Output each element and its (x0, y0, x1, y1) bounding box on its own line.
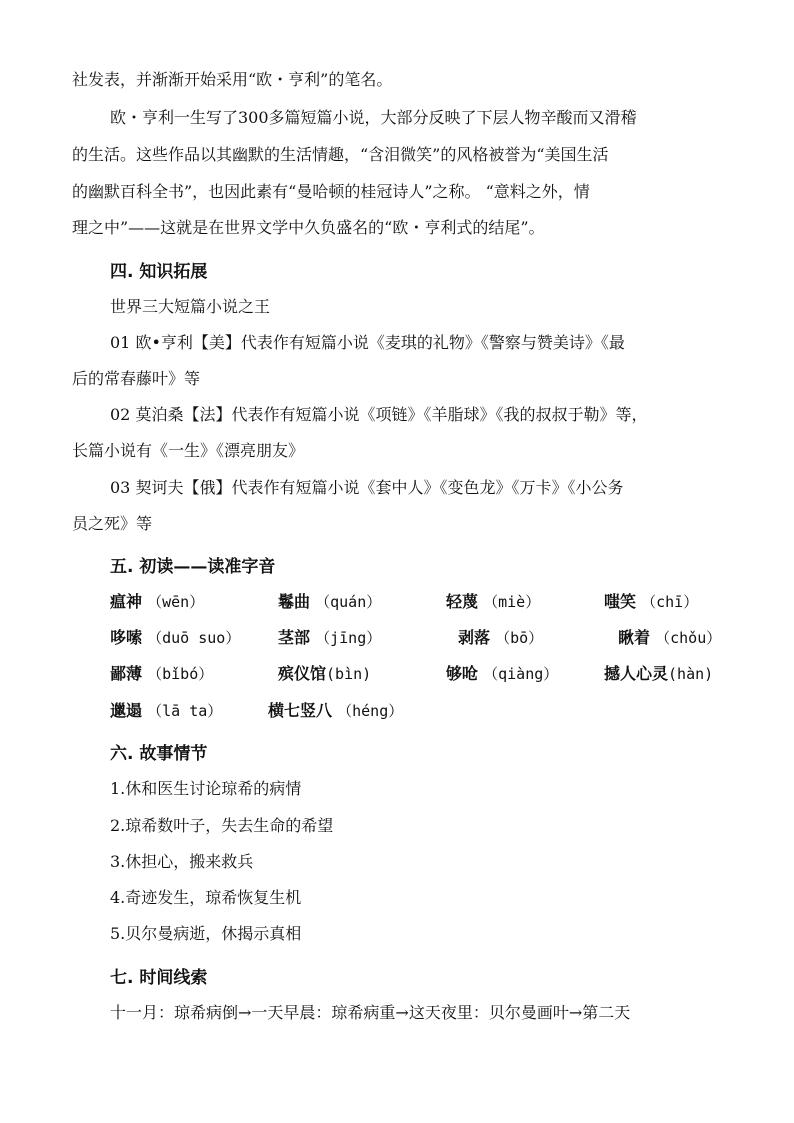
pron-pinyin: （quán） (315, 593, 382, 611)
pron-pinyin: （bǐbó） (147, 665, 214, 683)
intro-para2-line-4: 理之中”——这就是在世界文学中久负盛名的“欧・亨利式的结尾”。 (72, 218, 545, 237)
section-4-subtitle: 世界三大短篇小说之王 (110, 297, 271, 316)
timeline-line: 十一月：琼希病倒→一天早晨：琼希病重→这天夜里：贝尔曼画叶→第二天 (110, 1003, 631, 1022)
plot-item-3: 3.休担心，搬来救兵 (110, 852, 254, 871)
pronunciation-item (446, 592, 540, 612)
pron-pinyin: (hàn) (668, 665, 714, 683)
pron-word: 够呛 (446, 664, 479, 683)
pronunciation-item (110, 628, 240, 648)
pron-word: 轻蔑 (446, 592, 479, 611)
intro-para2-line-1: 欧・亨利一生写了300多篇短篇小说，大部分反映了下层人物辛酸而又滑稽 (110, 108, 637, 127)
pronunciation-item (278, 592, 381, 612)
intro-line-1: 社发表，并渐渐开始采用“欧・亨利”的笔名。 (72, 70, 393, 89)
author-item-1-line-1: 01 欧•亨利【美】代表作有短篇小说《麦琪的礼物》《警察与赞美诗》《最 (110, 333, 625, 352)
pron-word: 鄙薄 (110, 664, 143, 683)
pronunciation-item (604, 592, 698, 612)
pron-word: 鬈曲 (278, 592, 311, 611)
section-5-heading: 五. 初读——读准字音 (110, 557, 276, 577)
pron-word: 瘟神 (110, 592, 143, 611)
pron-word: 邋遢 (110, 701, 143, 720)
pron-pinyin: （lā ta） (147, 702, 223, 720)
author-item-2-line-1: 02 莫泊桑【法】代表作有短篇小说《项链》《羊脂球》《我的叔叔于勒》等， (110, 405, 648, 424)
pronunciation-item (278, 664, 371, 684)
pronunciation-item (618, 628, 721, 648)
section-4-heading: 四. 知识拓展 (110, 262, 208, 282)
author-item-1-line-2: 后的常春藤叶》等 (72, 369, 201, 388)
plot-item-4: 4.奇迹发生，琼希恢复生机 (110, 888, 302, 907)
pronunciation-item (110, 592, 204, 612)
pron-pinyin: （chī） (641, 593, 699, 611)
pronunciation-item (268, 701, 403, 721)
pronunciation-item (110, 664, 213, 684)
pronunciation-item (446, 664, 558, 684)
author-item-3-line-1: 03 契诃夫【俄】代表作有短篇小说《套中人》《变色龙》《万卡》《小公务 (110, 478, 624, 497)
author-item-3-line-2: 员之死》等 (72, 514, 153, 533)
section-7-heading: 七. 时间线索 (110, 968, 208, 988)
pronunciation-item (604, 664, 713, 684)
author-item-2-line-2: 长篇小说有《一生》《漂亮朋友》 (72, 441, 305, 460)
pronunciation-item (458, 628, 543, 648)
pronunciation-item (110, 701, 222, 721)
pron-pinyin: （héng） (337, 702, 404, 720)
pron-word: 嗤笑 (604, 592, 637, 611)
pron-word: 剥落 (458, 628, 491, 647)
pron-pinyin: (bìn) (326, 665, 372, 683)
pron-word: 瞅着 (618, 628, 651, 647)
pron-word: 撼人心灵 (604, 664, 669, 683)
pron-pinyin: （miè） (483, 593, 541, 611)
plot-item-2: 2.琼希数叶子，失去生命的希望 (110, 816, 334, 835)
plot-item-5: 5.贝尔曼病逝，休揭示真相 (110, 924, 302, 943)
intro-para2-line-2: 的生活。这些作品以其幽默的生活情趣，“含泪微笑”的风格被誉为“美国生活 (72, 145, 609, 164)
pron-word: 殡仪馆 (278, 664, 327, 683)
pron-word: 横七竖八 (268, 701, 333, 720)
pron-word: 哆嗦 (110, 628, 143, 647)
pron-pinyin: （qiàng） (483, 665, 559, 683)
intro-para2-line-3: 的幽默百科全书”，也因此素有“曼哈顿的桂冠诗人”之称。 “意料之外，情 (72, 182, 590, 201)
pron-pinyin: （jīng） (315, 629, 382, 647)
pron-pinyin: （bō） (495, 629, 544, 647)
pron-pinyin: （chǒu） (655, 629, 722, 647)
pron-pinyin: （duō suo） (147, 629, 241, 647)
plot-item-1: 1.休和医生讨论琼希的病情 (110, 779, 302, 798)
pron-word: 茎部 (278, 628, 311, 647)
section-6-heading: 六. 故事情节 (110, 744, 208, 764)
pronunciation-item (278, 628, 381, 648)
pron-pinyin: （wēn） (147, 593, 205, 611)
